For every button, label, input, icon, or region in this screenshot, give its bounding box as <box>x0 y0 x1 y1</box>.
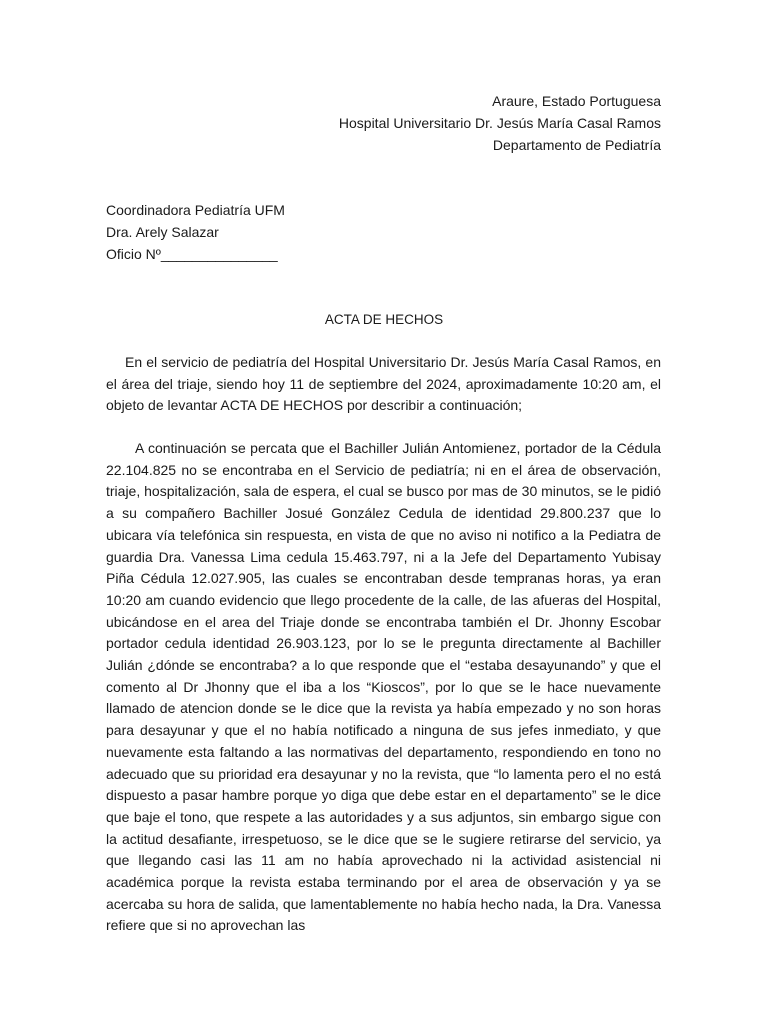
header-hospital: Hospital Universitario Dr. Jesús María Casal Ramos <box>338 115 661 131</box>
oficio-number: Oficio Nº_______________ <box>106 246 278 262</box>
letter-header <box>339 90 661 156</box>
recipient-title: Coordinadora Pediatría UFM <box>106 202 285 218</box>
paragraph-body: A continuación se percata que el Bachiller Julián Antomienez, portador de la Cédula 22.104.825 no se encontraba en el Servicio de pediatría; ni en el área de observación, triaje, hospitalización, sala de espera, el cual se busco por mas de 30 minutos, se le pidió a su compañero Bachiller Josué González Cedula de identidad 29.800.237 que lo ubicara vía telefónica sin respuesta, en vista de que no aviso ni notifico a la Pediatra de guardia Dra. Vanessa Lima cedula 15.463.797, ni a la Jefe del Departamento Yubisay Piña Cédula 12.027.905, las cuales se encontraban desde tempranas horas, ya eran 10:20 am cuando evidencio que llego procedente de la calle, de las afueras del Hospital, ubicándose en el area del Triaje donde se encontraba también el Dr. Jhonny Escobar portador cedula identidad 26.903.123, por lo se le pregunta directamente al Bachiller Julián ¿dónde se encontraba? a lo que responde que el “estaba desayunando” y que el comento al Dr Jhonny que el iba a los “Kioscos”, por lo que se le hace nuevamente llamado de atencion donde se le dice que la revista ya había empezado y no son horas para desayunar y que el no había notificado a ninguna de sus jefes inmediato, y que nuevamente esta faltando a las normativas del departamento, respondiendo en tono no adecuado que su prioridad era desayunar y no la revista, que “lo lamenta pero el no está dispuesto a pasar hambre porque yo diga que debe estar en el departamento” se le dice que baje el tono, que respete a las autoridades y a sus adjuntos, sin embargo sigue con la actitud desafiante, irrespetuoso, se le dice que se le sugiere retirarse del servicio, ya que llegando casi las 11 am no había aprovechado ni la actividad asistencial ni académica porque la revista estaba terminando por el area de observación y ya se acercaba su hora de salida, que lamentablemente no había hecho nada, la Dra. Vanessa refiere que si no aprovechan las <box>106 440 661 934</box>
recipient-block <box>106 199 285 265</box>
recipient-name: Dra. Arely Salazar <box>106 224 219 240</box>
header-location: Araure, Estado Portuguesa <box>492 93 661 109</box>
document-title: ACTA DE HECHOS <box>324 312 444 327</box>
paragraph-intro: En el servicio de pediatría del Hospital Universitario Dr. Jesús María Casal Ramos, en el área del triaje, siendo hoy 11 de septiembre del 2024, aproximadamente 10:20 am, el objeto de levantar ACTA DE HECHOS por describir a continuación; <box>106 354 661 414</box>
header-department: Departamento de Pediatría <box>492 137 661 153</box>
